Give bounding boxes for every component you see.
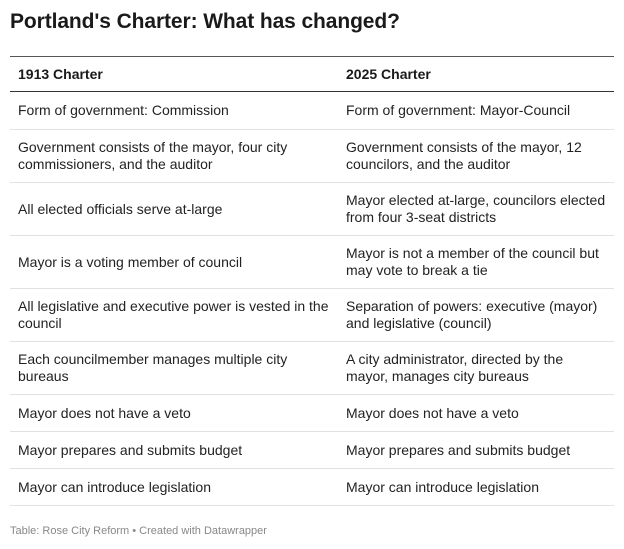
cell-2025: Mayor can introduce legislation: [346, 478, 539, 495]
cell-2025: Mayor elected at-large, councilors elected from four 3-seat districts: [346, 192, 606, 225]
cell-2025: Government consists of the mayor, 12 councilors, and the auditor: [346, 139, 582, 172]
table-row: [10, 432, 614, 469]
cell-1913: All legislative and executive power is vested in the council: [18, 298, 329, 331]
table-row: [10, 342, 614, 395]
cell-1913: Mayor is a voting member of council: [18, 253, 243, 270]
column-header-1913: 1913 Charter: [18, 66, 103, 82]
source-note: Table: Rose City Reform • Created with Datawrapper: [10, 525, 267, 537]
cell-1913: Mayor can introduce legislation: [18, 478, 211, 495]
column-header-2025: 2025 Charter: [346, 66, 431, 82]
table-row: [10, 289, 614, 342]
cell-1913: Mayor does not have a veto: [18, 404, 191, 421]
cell-1913: Form of government: Commission: [18, 102, 229, 118]
header-row: [10, 57, 614, 92]
table-row: [10, 183, 614, 236]
cell-2025: Mayor prepares and submits budget: [346, 441, 571, 458]
cell-1913: All elected officials serve at-large: [18, 200, 223, 217]
table-row: [10, 236, 614, 289]
cell-2025: Mayor is not a member of the council but may vote to break a tie: [346, 245, 599, 278]
cell-2025: Separation of powers: executive (mayor) and legislative (council): [346, 298, 598, 331]
cell-2025: Mayor does not have a veto: [346, 404, 519, 421]
cell-1913: Each councilmember manages multiple city bureaus: [18, 351, 288, 384]
cell-1913: Government consists of the mayor, four city commissioners, and the auditor: [18, 139, 288, 172]
table-body: [10, 92, 614, 506]
table-row: [10, 469, 614, 506]
table-row: [10, 395, 614, 432]
cell-1913: Mayor prepares and submits budget: [18, 441, 243, 458]
cell-2025: Form of government: Mayor-Council: [346, 102, 571, 118]
table-header: [10, 57, 614, 92]
charter-comparison-table: [10, 56, 614, 506]
cell-2025: A city administrator, directed by the mayor, manages city bureaus: [346, 351, 564, 384]
table-row: [10, 130, 614, 183]
table-row: [10, 92, 614, 130]
page-title: Portland's Charter: What has changed?: [10, 10, 400, 33]
